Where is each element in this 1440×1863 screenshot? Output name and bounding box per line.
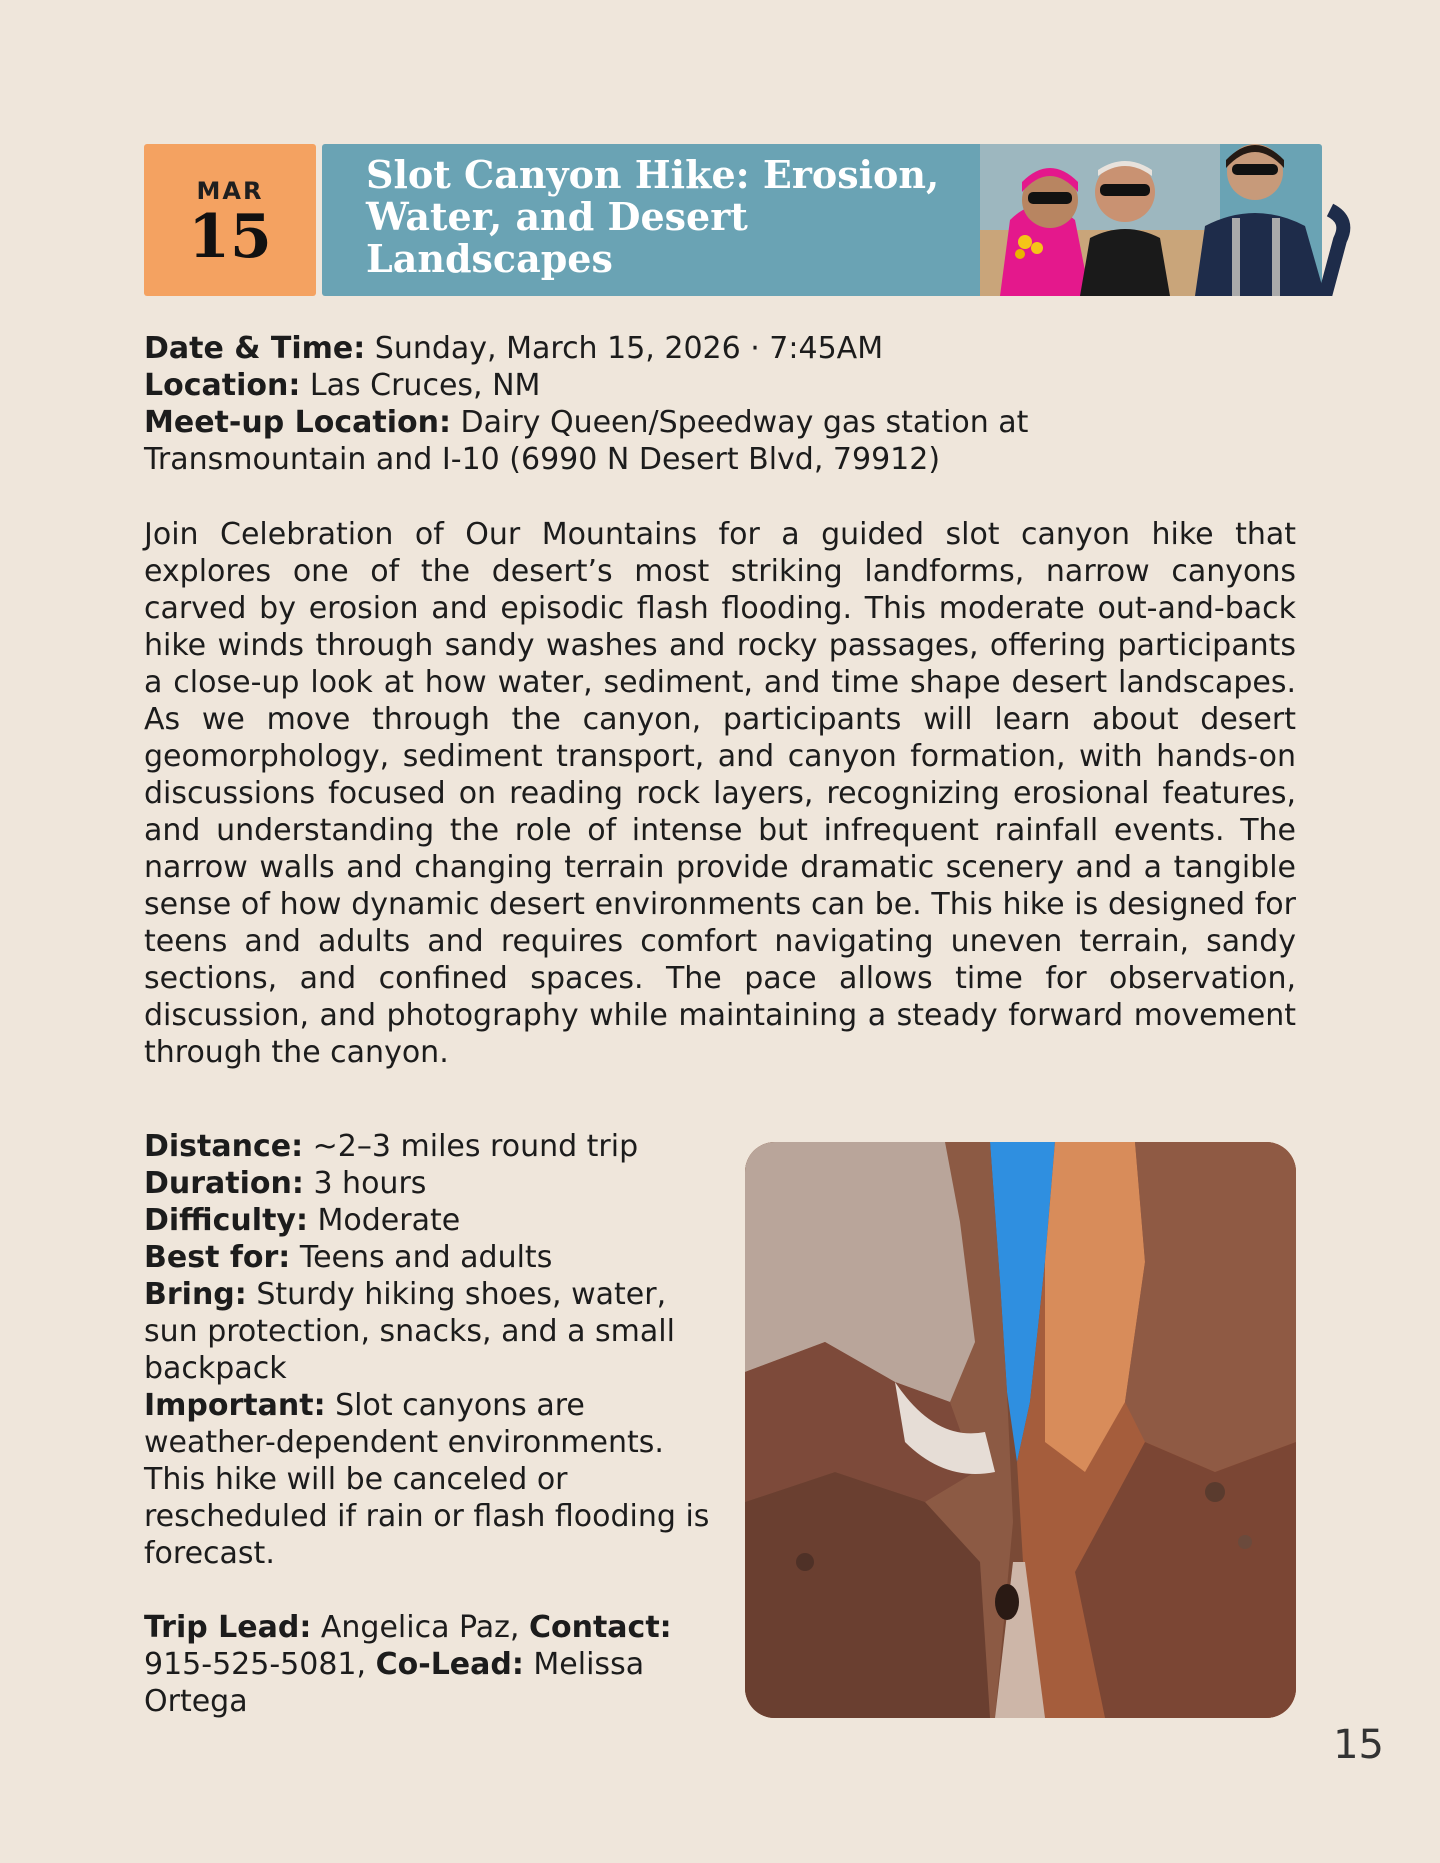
event-title-line: Water, and Desert (366, 194, 748, 239)
date-month: MAR (196, 177, 264, 205)
meetup-value: Dairy Queen/Speedway gas station at Transmountain and I-10 (6990 N Desert Blvd, 79912) (144, 405, 1029, 477)
spacer (144, 1572, 724, 1609)
leaders-row (144, 1609, 724, 1720)
difficulty-row (144, 1202, 724, 1239)
hike-details (144, 1128, 724, 1720)
datetime-row (144, 330, 1294, 367)
event-title-line: Slot Canyon Hike: Erosion, (366, 152, 940, 197)
date-badge (144, 144, 316, 296)
important-row (144, 1387, 724, 1572)
location-label: Location: (144, 368, 301, 403)
distance-value: ~2–3 miles round trip (312, 1129, 639, 1164)
event-title-line: Landscapes (366, 236, 613, 281)
important-value: Slot canyons are weather-dependent environments. This hike will be canceled or rescheduled if rain or flash flooding is forecast. (144, 1388, 710, 1571)
bestfor-label: Best for: (144, 1240, 291, 1275)
slot-canyon-photo (745, 1142, 1296, 1718)
difficulty-value: Moderate (317, 1203, 461, 1238)
distance-label: Distance: (144, 1129, 304, 1164)
date-day: 15 (188, 202, 272, 272)
contact-value: 915-525-5081, (144, 1647, 367, 1682)
bring-label: Bring: (144, 1277, 247, 1312)
bring-value: Sturdy hiking shoes, water, sun protection, snacks, and a small backpack (144, 1277, 675, 1386)
distance-row (144, 1128, 724, 1165)
bestfor-value: Teens and adults (299, 1240, 553, 1275)
page-number: 15 (1333, 1722, 1384, 1768)
event-info (144, 330, 1294, 478)
location-value: Las Cruces, NM (309, 368, 541, 403)
datetime-value: Sunday, March 15, 2026 · 7:45AM (374, 331, 884, 366)
lead-value: Angelica Paz, (320, 1610, 520, 1645)
duration-label: Duration: (144, 1166, 304, 1201)
colead-value: Melissa Ortega (144, 1647, 645, 1719)
meetup-label: Meet-up Location: (144, 405, 451, 440)
important-label: Important: (144, 1388, 326, 1423)
lead-label: Trip Lead: (144, 1610, 312, 1645)
difficulty-label: Difficulty: (144, 1203, 308, 1238)
group-photo (980, 130, 1370, 296)
bestfor-row (144, 1239, 724, 1276)
event-description: Join Celebration of Our Mountains for a guided slot canyon hike that explores one of the desert’s most striking landforms, narrow canyons carved by erosion and episodic flash flooding. This moderate out-and-back hike winds through sandy washes and rocky passages, offering participants a close-up look at how water, sediment, and time shape desert landscapes. As we move through the canyon, participants will learn about desert geomorphology, sediment transport, and canyon formation, with hands-on discussions focused on reading rock layers, recognizing erosional features, and understanding the role of intense but infrequent rainfall events. The narrow walls and changing terrain provide dramatic scenery and a tangible sense of how dynamic desert environments can be. This hike is designed for teens and adults and requires comfort navigating uneven terrain, sandy sections, and confined spaces. The pace allows time for observation, discussion, and photography while maintaining a steady forward movement through the canyon. (144, 517, 1296, 1070)
location-row (144, 367, 1294, 404)
duration-row (144, 1165, 724, 1202)
meetup-row (144, 404, 1104, 478)
contact-label: Contact: (528, 1610, 672, 1645)
datetime-label: Date & Time: (144, 331, 366, 366)
colead-label: Co-Lead: (375, 1647, 524, 1682)
event-title (366, 154, 966, 280)
duration-value: 3 hours (313, 1166, 427, 1201)
bring-row (144, 1276, 724, 1387)
